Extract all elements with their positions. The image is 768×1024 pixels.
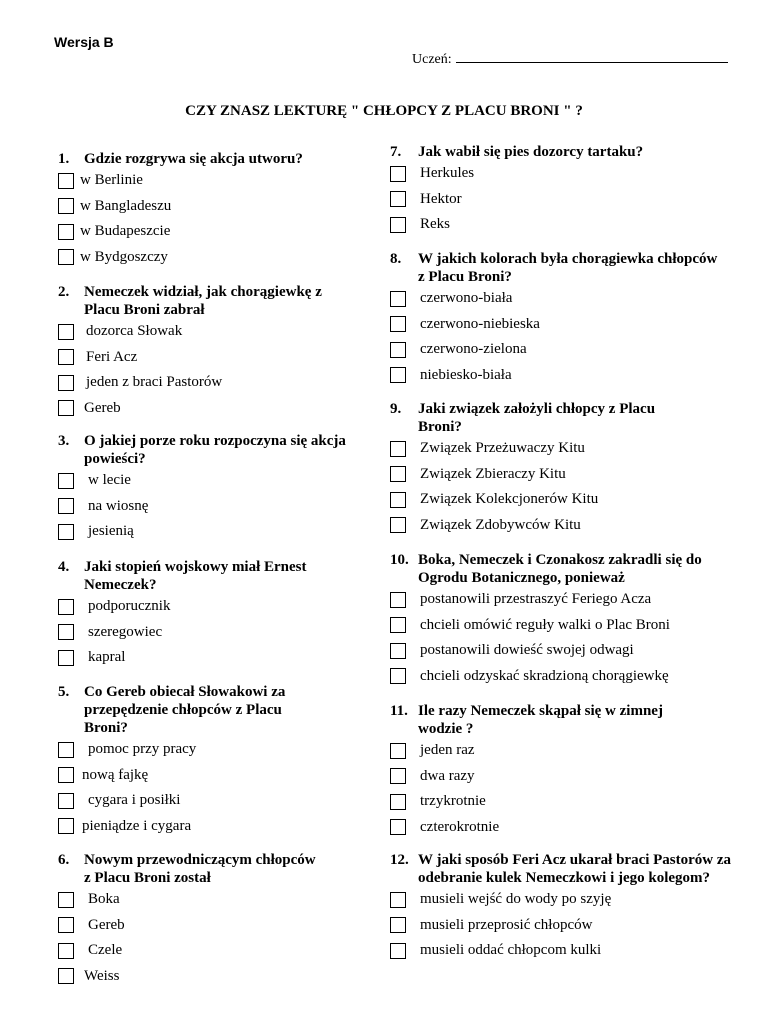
checkbox[interactable] bbox=[58, 892, 74, 908]
checkbox[interactable] bbox=[390, 943, 406, 959]
answer-option[interactable]: Czele bbox=[58, 938, 348, 964]
checkbox[interactable] bbox=[58, 249, 74, 265]
student-label: Uczeń: bbox=[412, 52, 452, 67]
question-number: 7. bbox=[390, 144, 402, 160]
checkbox[interactable] bbox=[58, 917, 74, 933]
answer-option[interactable]: Weiss bbox=[58, 964, 348, 990]
checkbox[interactable] bbox=[58, 818, 74, 834]
checkbox[interactable] bbox=[390, 617, 406, 633]
checkbox[interactable] bbox=[58, 968, 74, 984]
answer-option[interactable]: Związek Kolekcjonerów Kitu bbox=[390, 487, 720, 513]
checkbox[interactable] bbox=[58, 650, 74, 666]
answer-option[interactable]: jesienią bbox=[58, 519, 348, 545]
checkbox[interactable] bbox=[390, 819, 406, 835]
answer-option[interactable]: niebiesko-biała bbox=[390, 363, 720, 389]
checkbox[interactable] bbox=[390, 217, 406, 233]
checkbox[interactable] bbox=[58, 524, 74, 540]
answer-option[interactable]: Reks bbox=[390, 212, 720, 238]
question-6 bbox=[58, 851, 348, 989]
question-number: 2. bbox=[58, 284, 70, 300]
checkbox[interactable] bbox=[58, 224, 74, 240]
checkbox[interactable] bbox=[390, 342, 406, 358]
checkbox[interactable] bbox=[58, 498, 74, 514]
question-text: Boka, Nemeczek i Czonakosz zakradli się do Ogrodu Botanicznego, ponieważ bbox=[418, 552, 702, 586]
answer-option[interactable]: Feri Acz bbox=[58, 345, 348, 371]
question-text: O jakiej porze roku rozpoczyna się akcja powieści? bbox=[84, 433, 346, 467]
question-text: Jaki stopień wojskowy miał Ernest Nemeczek? bbox=[84, 559, 307, 593]
checkbox[interactable] bbox=[58, 767, 74, 783]
question-number: 9. bbox=[390, 401, 402, 417]
question-2 bbox=[58, 283, 348, 421]
answer-option[interactable]: Związek Zdobywców Kitu bbox=[390, 513, 720, 539]
answer-option[interactable]: nową fajkę bbox=[58, 763, 348, 789]
checkbox[interactable] bbox=[390, 892, 406, 908]
checkbox[interactable] bbox=[390, 592, 406, 608]
checkbox[interactable] bbox=[58, 473, 74, 489]
question-4 bbox=[58, 558, 348, 671]
checkbox[interactable] bbox=[390, 643, 406, 659]
answer-option[interactable]: czerwono-biała bbox=[390, 286, 720, 312]
question-1 bbox=[58, 150, 348, 270]
page-title: CZY ZNASZ LEKTURĘ " CHŁOPCY Z PLACU BRONI " ? bbox=[185, 103, 583, 119]
question-text: Ile razy Nemeczek skąpał się w zimnej wodzie ? bbox=[418, 703, 663, 737]
question-number: 1. bbox=[58, 151, 70, 167]
answer-option[interactable]: trzykrotnie bbox=[390, 789, 720, 815]
question-number: 8. bbox=[390, 251, 402, 267]
question-text: Jak wabił się pies dozorcy tartaku? bbox=[418, 144, 644, 160]
checkbox[interactable] bbox=[390, 668, 406, 684]
question-text: Gdzie rozgrywa się akcja utworu? bbox=[84, 151, 303, 167]
question-text: Nowym przewodniczącym chłopców z Placu Broni został bbox=[84, 852, 316, 886]
answer-option[interactable]: Herkules bbox=[390, 161, 720, 187]
answer-option[interactable]: na wiosnę bbox=[58, 494, 348, 520]
question-text: W jakich kolorach była chorągiewka chłopców z Placu Broni? bbox=[418, 251, 718, 285]
answer-option[interactable]: szeregowiec bbox=[58, 620, 348, 646]
checkbox[interactable] bbox=[58, 793, 74, 809]
question-11 bbox=[390, 702, 720, 840]
answer-option[interactable]: jeden z braci Pastorów bbox=[58, 370, 348, 396]
question-number: 3. bbox=[58, 433, 70, 449]
question-number: 10. bbox=[390, 552, 409, 568]
answer-option[interactable]: Boka bbox=[58, 887, 348, 913]
answer-option[interactable]: musieli oddać chłopcom kulki bbox=[390, 938, 740, 964]
answer-option[interactable]: w Bydgoszczy bbox=[58, 245, 348, 271]
answer-option[interactable]: dwa razy bbox=[390, 764, 720, 790]
checkbox[interactable] bbox=[390, 191, 406, 207]
checkbox[interactable] bbox=[58, 400, 74, 416]
checkbox[interactable] bbox=[58, 349, 74, 365]
answer-option[interactable]: kapral bbox=[58, 645, 348, 671]
checkbox[interactable] bbox=[58, 198, 74, 214]
question-10 bbox=[390, 551, 730, 689]
answer-option[interactable]: jeden raz bbox=[390, 738, 720, 764]
answer-option[interactable]: cygara i posiłki bbox=[58, 788, 348, 814]
answer-option[interactable]: postanowili dowieść swojej odwagi bbox=[390, 638, 730, 664]
answer-option[interactable]: postanowili przestraszyć Feriego Acza bbox=[390, 587, 730, 613]
checkbox[interactable] bbox=[390, 768, 406, 784]
answer-option[interactable]: w Berlinie bbox=[58, 168, 348, 194]
checkbox[interactable] bbox=[390, 743, 406, 759]
answer-option[interactable]: Związek Zbieraczy Kitu bbox=[390, 462, 720, 488]
checkbox[interactable] bbox=[58, 943, 74, 959]
answer-option[interactable]: dozorca Słowak bbox=[58, 319, 348, 345]
checkbox[interactable] bbox=[390, 316, 406, 332]
answer-option[interactable]: Gereb bbox=[58, 913, 348, 939]
question-9 bbox=[390, 400, 720, 538]
student-name-field bbox=[412, 50, 728, 68]
checkbox[interactable] bbox=[58, 173, 74, 189]
answer-option[interactable]: chcieli omówić reguły walki o Plac Broni bbox=[390, 613, 730, 639]
checkbox[interactable] bbox=[58, 324, 74, 340]
question-text: W jaki sposób Feri Acz ukarał braci Pastorów za odebranie kulek Nemeczkowi i jego kolegom? bbox=[418, 852, 732, 886]
checkbox[interactable] bbox=[390, 917, 406, 933]
question-number: 12. bbox=[390, 852, 409, 868]
question-8 bbox=[390, 250, 720, 388]
checkbox[interactable] bbox=[390, 291, 406, 307]
question-number: 4. bbox=[58, 559, 70, 575]
question-5 bbox=[58, 683, 348, 839]
answer-option[interactable]: Gereb bbox=[58, 396, 348, 422]
answer-option[interactable]: w Budapeszcie bbox=[58, 219, 348, 245]
checkbox[interactable] bbox=[390, 794, 406, 810]
question-text: Nemeczek widział, jak chorągiewkę z Placu Broni zabrał bbox=[84, 284, 322, 318]
checkbox[interactable] bbox=[390, 492, 406, 508]
answer-option[interactable]: Hektor bbox=[390, 187, 720, 213]
checkbox[interactable] bbox=[390, 166, 406, 182]
checkbox[interactable] bbox=[58, 375, 74, 391]
answer-option[interactable]: czerwono-niebieska bbox=[390, 312, 720, 338]
answer-option[interactable]: chcieli odzyskać skradzioną chorągiewkę bbox=[390, 664, 730, 690]
question-12 bbox=[390, 851, 740, 964]
answer-option[interactable]: musieli przeprosić chłopców bbox=[390, 913, 740, 939]
checkbox[interactable] bbox=[390, 441, 406, 457]
answer-option[interactable]: pieniądze i cygara bbox=[58, 814, 348, 840]
answer-option[interactable]: Związek Przeżuwaczy Kitu bbox=[390, 436, 720, 462]
answer-option[interactable]: w lecie bbox=[58, 468, 348, 494]
question-3 bbox=[58, 432, 348, 545]
answer-option[interactable]: czerwono-zielona bbox=[390, 337, 720, 363]
version-label: Wersja B bbox=[54, 34, 114, 50]
checkbox[interactable] bbox=[390, 466, 406, 482]
question-text: Co Gereb obiecał Słowakowi za przepędzenie chłopców z Placu Broni? bbox=[84, 684, 286, 736]
question-number: 6. bbox=[58, 852, 70, 868]
checkbox[interactable] bbox=[58, 624, 74, 640]
answer-option[interactable]: musieli wejść do wody po szyję bbox=[390, 887, 740, 913]
answer-option[interactable]: w Bangladeszu bbox=[58, 194, 348, 220]
question-number: 11. bbox=[390, 703, 408, 719]
answer-option[interactable]: pomoc przy pracy bbox=[58, 737, 348, 763]
checkbox[interactable] bbox=[58, 599, 74, 615]
question-text: Jaki związek założyli chłopcy z Placu Broni? bbox=[418, 401, 656, 435]
checkbox[interactable] bbox=[390, 367, 406, 383]
answer-option[interactable]: podporucznik bbox=[58, 594, 348, 620]
checkbox[interactable] bbox=[58, 742, 74, 758]
question-7 bbox=[390, 143, 720, 238]
student-name-line[interactable] bbox=[456, 50, 728, 63]
answer-option[interactable]: czterokrotnie bbox=[390, 815, 720, 841]
checkbox[interactable] bbox=[390, 517, 406, 533]
question-number: 5. bbox=[58, 684, 70, 700]
